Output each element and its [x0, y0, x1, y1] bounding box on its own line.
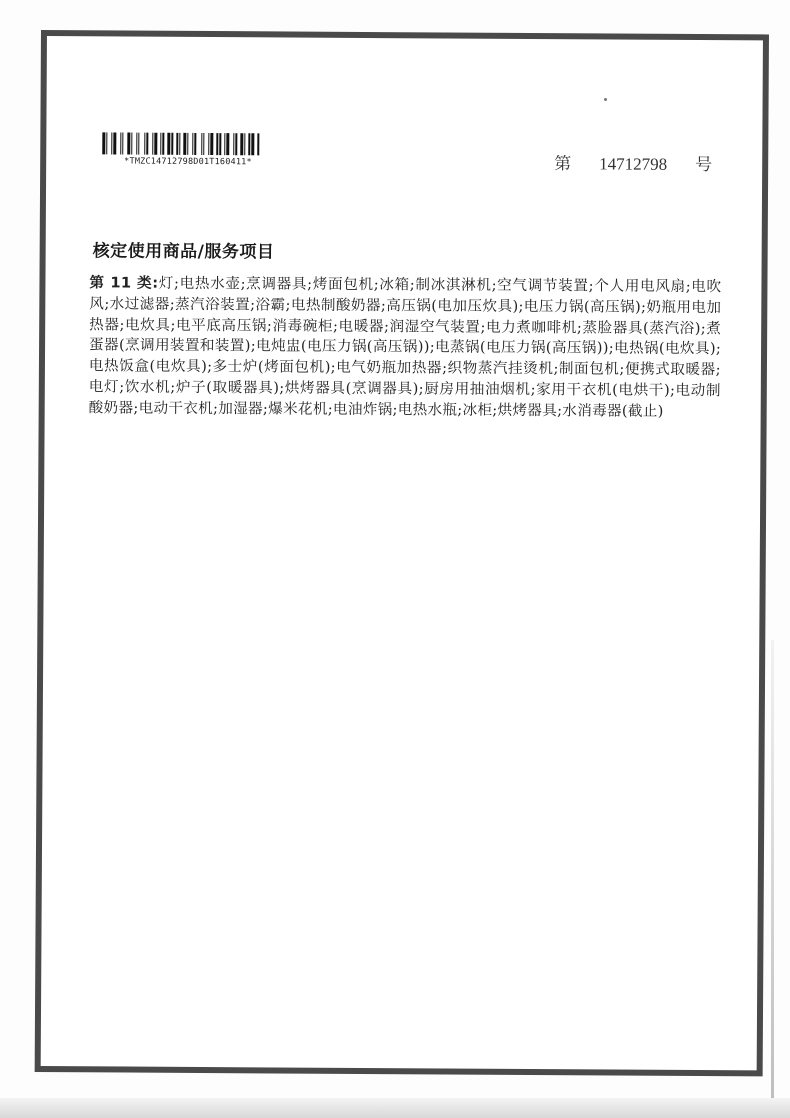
goods-items-text: 灯;电热水壶;烹调器具;烤面包机;冰箱;制冰淇淋机;空气调节装置;个人用电风扇;电吹风;水过滤器;蒸汽浴装置;浴霸;电热制酸奶器;高压锅(电加压炊具);电压力锅(高压锅);奶瓶用电加热器;电炊具;电平底高压锅;消毒碗柜;电暖器;润湿空气装置;电力煮咖啡机;蒸脸器具(蒸汽浴);煮蛋器(烹调用装置和装置);电炖盅(电压力锅(高压锅));电蒸锅(电压力锅(高压锅));电热锅(电炊具);电热饭盒(电炊具);多士炉(烤面包机);电气奶瓶加热器;织物蒸汽挂烫机;制面包机;便携式取暖器;电灯;饮水机;炉子(取暖器具);烘烤器具(烹调器具);厨房用抽油烟机;家用干衣机(电烘干);电动制酸奶器;电动干衣机;加湿器;爆米花机;电油炸锅;电热水瓶;冰柜;烘烤器具;水消毒器(截止)	[88, 274, 722, 420]
goods-list-paragraph	[89, 273, 722, 422]
barcode-block	[102, 132, 292, 167]
page-title: 核定使用商品/服务项目	[92, 241, 275, 263]
reg-suffix: 号	[695, 154, 713, 176]
barcode-graphic	[102, 132, 292, 155]
reg-prefix: 第	[554, 154, 572, 175]
scan-bottom-band	[0, 1098, 790, 1118]
barcode-text: *TMZC14712798D01T160411*	[124, 156, 252, 168]
scan-edge-shadow	[771, 640, 774, 1110]
document-frame	[35, 30, 769, 1076]
class-label: 第 11 类:	[89, 274, 159, 292]
scan-speck	[604, 98, 607, 101]
registration-number	[554, 149, 712, 175]
reg-number-value: 14712798	[599, 154, 668, 174]
